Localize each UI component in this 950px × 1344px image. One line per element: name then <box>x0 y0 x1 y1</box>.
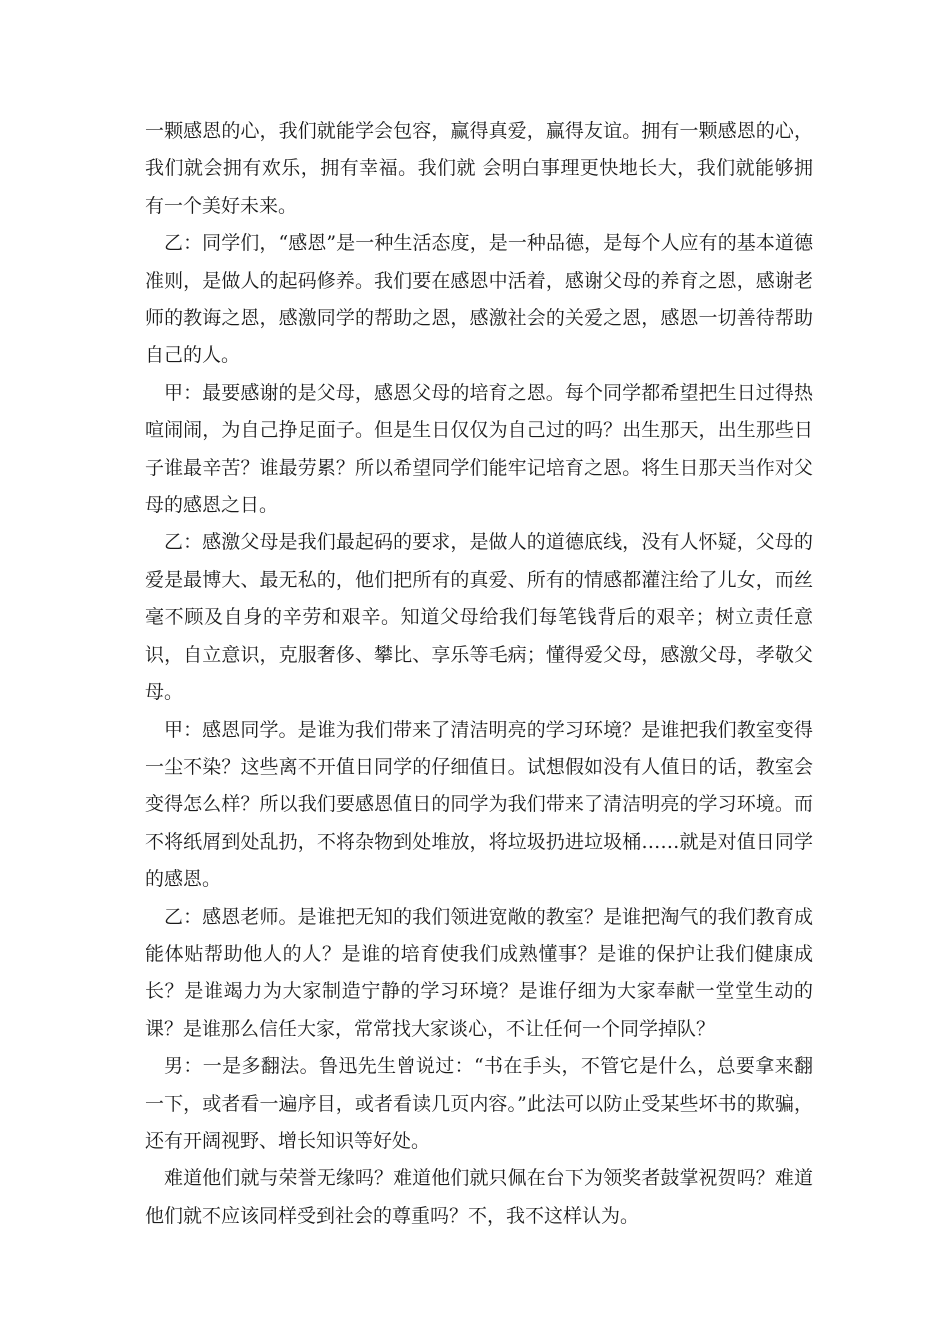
paragraph-6: 乙：感恩老师。是谁把无知的我们领进宽敞的教室？是谁把淘气的我们教育成能体贴帮助他人的人？是谁的培育使我们成熟懂事？是谁的保护让我们健康成长？是谁竭力为大家制造宁静的学习环境？是谁仔细为大家奉献一堂堂生动的课？是谁那么信任大家，常常找大家谈心，不让任何一个同学掉队？ <box>145 905 813 1040</box>
paragraph-2: 乙：同学们，“感恩”是一种生活态度，是一种品德，是每个人应有的基本道德准则，是做人的起码修养。我们要在感恩中活着，感谢父母的养育之恩，感谢老师的教诲之恩，感激同学的帮助之恩，感激社会的关爱之恩，感恩一切善待帮助自己的人。 <box>145 232 813 367</box>
paragraph-4: 乙：感激父母是我们最起码的要求，是做人的道德底线，没有人怀疑，父母的爱是最博大、最无私的，他们把所有的真爱、所有的情感都灌注给了儿女，而丝毫不顾及自身的辛劳和艰辛。知道父母给我们每笔钱背后的艰辛；树立责任意识，自立意识，克服奢侈、攀比、享乐等毛病；懂得爱父母，感激父母，孝敬父母。 <box>145 531 813 704</box>
paragraph-7: 男：一是多翻法。鲁迅先生曾说过：“书在手头，不管它是什么，总要拿来翻一下，或者看一遍序目，或者看读几页内容。”此法可以防止受某些坏书的欺骗，还有开阔视野、增长知识等好处。 <box>145 1055 813 1152</box>
paragraph-8: 难道他们就与荣誉无缘吗？难道他们就只佩在台下为领奖者鼓掌祝贺吗？难道他们就不应该同样受到社会的尊重吗？不，我不这样认为。 <box>145 1167 813 1227</box>
paragraph-3: 甲：最要感谢的是父母，感恩父母的培育之恩。每个同学都希望把生日过得热喧闹闹，为自己挣足面子。但是生日仅仅为自己过的吗？出生那天，出生那些日子谁最辛苦？谁最劳累？所以希望同学们能牢记培育之恩。将生日那天当作对父母的感恩之日。 <box>145 381 813 517</box>
paragraph-5: 甲：感恩同学。是谁为我们带来了清洁明亮的学习环境？是谁把我们教室变得一尘不染？这些离不开值日同学的仔细值日。试想假如没有人值日的话，教室会变得怎么样？所以我们要感恩值日的同学为我们带来了清洁明亮的学习环境。而不将纸屑到处乱扔，不将杂物到处堆放，将垃圾扔进垃圾桶……就是对值日同学的感恩。 <box>145 718 813 891</box>
paragraph-1: 一颗感恩的心，我们就能学会包容，赢得真爱，赢得友谊。拥有一颗感恩的心，我们就会拥有欢乐，拥有幸福。我们就 会明白事理更快地长大，我们就能够拥有一个美好未来。 <box>145 120 813 217</box>
document-body <box>145 113 813 1235</box>
